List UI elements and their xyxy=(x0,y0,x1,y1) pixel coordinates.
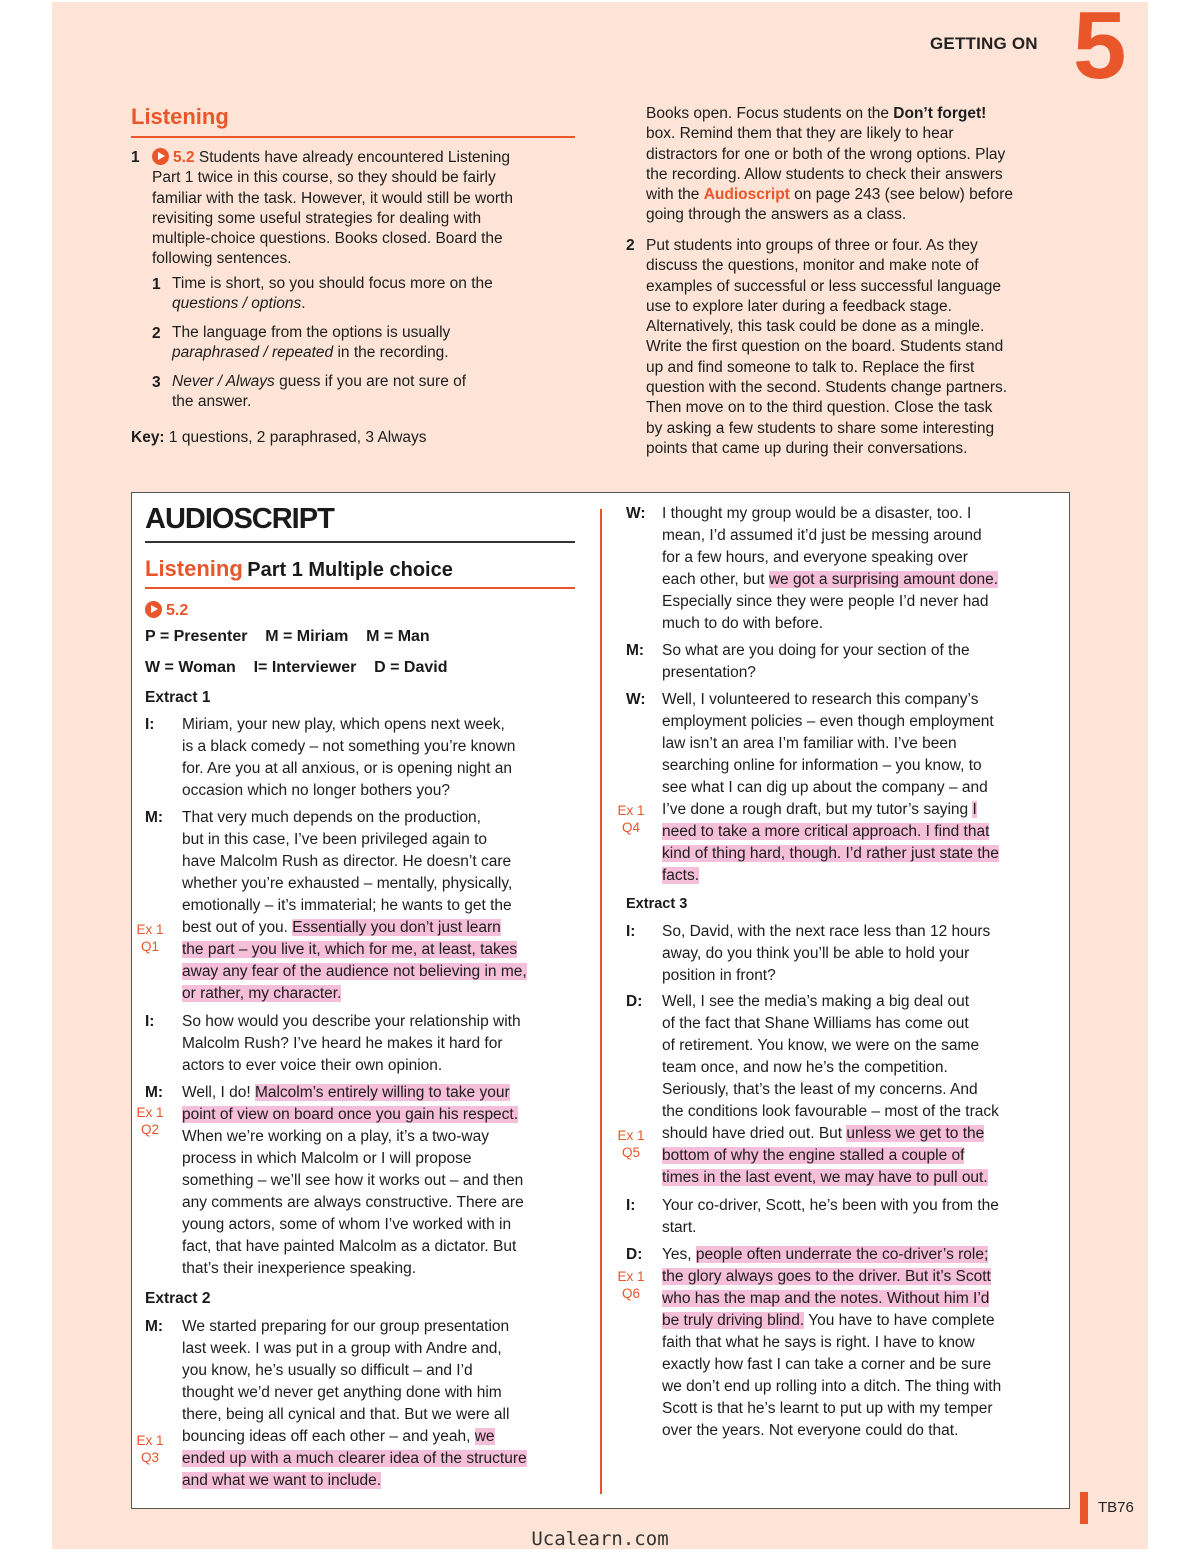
column-divider xyxy=(600,509,602,1494)
p2-line: Put students into groups of three or four. As they xyxy=(646,237,978,254)
subtitle-listening: Listening xyxy=(145,556,243,581)
highlighted-answer: unless we get to the xyxy=(846,1125,985,1142)
script-line: team once, and now he’s the competition. xyxy=(662,1059,948,1076)
highlighted-answer: or rather, my character. xyxy=(182,985,342,1002)
highlighted-answer: Essentially you don’t just learn xyxy=(292,919,501,936)
p2-line: Then move on to the third question. Close the task xyxy=(646,399,993,417)
script-line: of retirement. You know, we were on the same xyxy=(662,1037,980,1054)
script-line: Well, I volunteered to research this company’s xyxy=(662,691,979,708)
speaker-label: M: xyxy=(145,809,164,826)
speaker-label: W: xyxy=(626,691,646,708)
extract-heading: Extract 1 xyxy=(145,689,211,706)
script-line: but in this case, I’ve been privileged again to xyxy=(182,831,488,848)
script-line: presentation? xyxy=(662,664,756,681)
sentence-options: Never / Always xyxy=(172,373,275,390)
header-title: GETTING ON xyxy=(930,34,1038,53)
dont-forget-label: Don’t forget! xyxy=(893,105,987,122)
p2-line: up and find someone to talk to. Replace the first xyxy=(646,358,975,376)
script-line: we don’t end up rolling into a ditch. The thing with xyxy=(662,1378,1002,1395)
sentence-text: The language from the options is usually xyxy=(172,324,451,341)
script-text: bouncing ideas off each other – and yeah, xyxy=(182,1428,475,1445)
key-label: Key: xyxy=(131,429,165,446)
answer-key xyxy=(131,428,427,448)
script-line: away, do you think you’ll be able to hold your xyxy=(662,945,970,962)
script-line: emotionally – it’s immaterial; he wants to get the xyxy=(182,897,512,914)
speaker-label: D: xyxy=(626,1246,643,1263)
speaker-label: M: xyxy=(145,1084,164,1101)
script-line: start. xyxy=(662,1219,697,1236)
p2-line: Alternatively, this task could be done as a mingle. xyxy=(646,318,985,336)
script-line: mean, I’d assumed it’d just be messing around xyxy=(662,527,982,544)
script-line: Scott is that he’s learnt to put up with my temper xyxy=(662,1400,993,1417)
highlighted-answer: ended up with a much clearer idea of the structure xyxy=(182,1450,527,1467)
right-paragraph-1 xyxy=(646,104,1076,226)
highlighted-answer: we got a surprising amount done. xyxy=(768,571,999,588)
exercise-marker-q5: Ex 1 Q5 xyxy=(617,1128,645,1160)
exercise-marker-q2: Ex 1 Q2 xyxy=(136,1105,164,1137)
exercise-marker-q6: Ex 1 Q6 xyxy=(617,1269,645,1301)
script-line: That very much depends on the production, xyxy=(182,809,481,826)
script-line: Malcolm Rush? I’ve heard he makes it hard for xyxy=(182,1035,503,1052)
p1-line: box. Remind them that they are likely to hear xyxy=(646,125,954,143)
extract-heading: Extract 3 xyxy=(626,896,688,912)
right-paragraph-2 xyxy=(646,236,1076,459)
highlighted-answer: I xyxy=(972,801,977,818)
script-line: occasion which no longer bothers you? xyxy=(182,782,450,799)
highlighted-answer: kind of thing hard, though. I’d rather just state the xyxy=(662,845,999,862)
script-line: something – we’ll see how it works out – and then xyxy=(182,1172,524,1189)
script-line: see what I can dig up about the company – and xyxy=(662,779,988,796)
sentence-text: the answer. xyxy=(172,393,252,411)
script-line: much to do with before. xyxy=(662,615,824,632)
sentence-options: paraphrased / repeated xyxy=(172,344,334,362)
p1-text: on page 243 (see below) before xyxy=(789,186,1014,204)
p1-line: going through the answers as a class. xyxy=(646,206,907,224)
speaker-label: M: xyxy=(145,1318,164,1335)
p1-line: the recording. Allow students to check their answers xyxy=(646,165,1003,183)
script-line: law isn’t an area I’m familiar with. I’ve been xyxy=(662,735,957,752)
subtitle-rule xyxy=(145,587,575,589)
p1-text: Books open. Focus students on the xyxy=(646,105,894,122)
highlighted-answer: we xyxy=(474,1428,495,1445)
exercise-marker-q3: Ex 1 Q3 xyxy=(136,1433,164,1465)
p1-text: with the xyxy=(646,186,704,204)
item-text-line: Part 1 twice in this course, so they should be fairly xyxy=(152,169,496,187)
script-line: the conditions look favourable – most of the track xyxy=(662,1103,999,1120)
script-line: fact, that have painted Malcolm as a dictator. But xyxy=(182,1238,517,1255)
highlighted-answer: away any fear of the audience not believing in me, xyxy=(182,963,527,980)
item-text-line: revisiting some useful strategies for dealing with xyxy=(152,209,482,227)
audioscript-subtitle xyxy=(145,556,453,582)
script-line: Miriam, your new play, which opens next week, xyxy=(182,716,505,733)
sentence-tail: in the recording. xyxy=(333,344,449,362)
item-text-line: familiar with the task. However, it would still be worth xyxy=(152,189,513,207)
script-line: exactly how fast I can take a corner and be sure xyxy=(662,1356,992,1373)
item-text-line: multiple-choice questions. Books closed. Board the xyxy=(152,230,503,248)
script-line: for. Are you at all anxious, or is opening night an xyxy=(182,760,513,777)
script-line: Especially since they were people I’d never had xyxy=(662,593,989,610)
script-text: Well, I do! xyxy=(182,1084,255,1101)
item-number: 2 xyxy=(626,237,635,254)
speaker-label: I: xyxy=(145,1013,155,1030)
script-line: I thought my group would be a disaster, too. I xyxy=(662,505,972,522)
script-line: employment policies – even though employment xyxy=(662,713,994,730)
script-line: thought we’d never get anything done with him xyxy=(182,1384,502,1401)
script-line: of the fact that Shane Williams has come out xyxy=(662,1015,969,1032)
script-line: faith that what he says is right. I have to know xyxy=(662,1334,975,1351)
audioscript-rule xyxy=(145,541,575,543)
sentence-number: 3 xyxy=(152,374,161,391)
script-line: We started preparing for our group presentation xyxy=(182,1318,510,1335)
play-audio-icon[interactable] xyxy=(145,601,162,618)
script-text: Yes, xyxy=(662,1246,696,1263)
audioscript-title: AUDIOSCRIPT xyxy=(145,503,334,535)
script-text: You have to have complete xyxy=(804,1312,995,1329)
sentence-text: guess if you are not sure of xyxy=(274,373,467,390)
highlighted-answer: times in the last event, we may have to pull out. xyxy=(662,1169,988,1186)
speaker-label: I: xyxy=(626,923,636,940)
audioscript-link[interactable]: Audioscript xyxy=(703,186,790,204)
extract-heading: Extract 2 xyxy=(145,1290,211,1307)
item-number: 1 xyxy=(131,149,140,166)
item-text-line: following sentences. xyxy=(152,250,292,268)
highlighted-answer: and what we want to include. xyxy=(182,1472,382,1489)
listening-title: Listening xyxy=(131,104,229,129)
highlighted-answer: need to take a more critical approach. I find that xyxy=(662,823,990,840)
script-line: actors to ever voice their own opinion. xyxy=(182,1057,443,1074)
speaker-label: I: xyxy=(626,1197,636,1214)
highlighted-answer: the part – you live it, which for me, at least, takes xyxy=(182,941,518,958)
highlighted-answer: the glory always goes to the driver. But it’s Scott xyxy=(662,1268,991,1285)
unit-number: 5 xyxy=(1073,0,1127,99)
script-line: So what are you doing for your section of the xyxy=(662,642,970,659)
p2-line: Write the first question on the board. Students stand xyxy=(646,338,1004,356)
script-line: So, David, with the next race less than 12 hours xyxy=(662,923,991,940)
footer-watermark: Ucalearn.com xyxy=(531,1528,669,1550)
sentence-tail: . xyxy=(301,295,306,313)
highlighted-answer: be truly driving blind. xyxy=(662,1312,805,1329)
script-line: Your co-driver, Scott, he’s been with you from the xyxy=(662,1197,999,1214)
speaker-legend-2: W = Woman I= Interviewer D = David xyxy=(145,659,448,676)
script-line: young actors, some of whom I’ve worked with in xyxy=(182,1216,512,1233)
script-line: for a few hours, and everyone speaking over xyxy=(662,549,968,566)
exercise-marker-q1: Ex 1 Q1 xyxy=(136,922,164,954)
highlighted-answer: facts. xyxy=(662,867,700,884)
sentence-number: 1 xyxy=(152,276,161,293)
script-line: position in front? xyxy=(662,967,776,984)
subtitle-part: Part 1 Multiple choice xyxy=(247,559,453,581)
p2-line: discuss the questions, monitor and make note of xyxy=(646,257,979,275)
highlighted-answer: bottom of why the engine stalled a couple of xyxy=(662,1147,965,1164)
script-line: When we’re working on a play, it’s a two-way xyxy=(182,1128,489,1145)
key-text: 1 questions, 2 paraphrased, 3 Always xyxy=(164,429,427,446)
highlighted-answer: point of view on board once you gain his respect. xyxy=(182,1106,519,1123)
script-line: process in which Malcolm or I will propose xyxy=(182,1150,472,1167)
script-line: that’s their inexperience speaking. xyxy=(182,1260,417,1277)
highlighted-answer: Malcolm’s entirely willing to take your xyxy=(254,1084,510,1101)
p2-line: points that came up during their conversations. xyxy=(646,439,968,457)
highlighted-answer: people often underrate the co-driver’s role; xyxy=(695,1246,989,1263)
p2-line: examples of successful or less successful language xyxy=(646,277,1001,295)
script-text: should have dried out. But xyxy=(662,1125,847,1142)
script-line: Well, I see the media’s making a big deal out xyxy=(662,993,970,1010)
track-number: 5.2 xyxy=(173,149,195,166)
sentence-number: 2 xyxy=(152,325,161,342)
p1-line: distractors for one or both of the wrong options. Play xyxy=(646,145,1006,163)
p2-line: question with the second. Students change partners. xyxy=(646,379,1008,397)
script-line: searching online for information – you know, to xyxy=(662,757,982,774)
exercise-marker-q4: Ex 1 Q4 xyxy=(617,803,645,835)
item-text-line: Students have already encountered Listening xyxy=(194,149,510,166)
script-line: whether you’re exhausted – mentally, physically, xyxy=(182,875,513,892)
script-text: best out of you. xyxy=(182,919,293,936)
p2-line: use to explore later during a feedback stage. xyxy=(646,297,952,315)
script-line: So how would you describe your relationship with xyxy=(182,1013,521,1030)
speaker-label: W: xyxy=(626,505,646,522)
sentence-options: questions / options xyxy=(172,295,302,313)
script-line: have Malcolm Rush as director. He doesn’t care xyxy=(182,853,512,870)
speaker-legend-1: P = Presenter M = Miriam M = Man xyxy=(145,628,430,645)
script-line: over the years. Not everyone could do that. xyxy=(662,1422,959,1439)
script-line: is a black comedy – not something you’re known xyxy=(182,738,516,755)
track-number: 5.2 xyxy=(166,602,189,619)
script-line: you know, he’s usually so difficult – and I’d xyxy=(182,1362,473,1379)
script-line: Seriously, that’s the least of my concerns. And xyxy=(662,1081,978,1098)
listening-rule xyxy=(131,136,575,138)
speaker-label: I: xyxy=(145,716,155,733)
script-line: last week. I was put in a group with Andre and, xyxy=(182,1340,502,1357)
highlighted-answer: who has the map and the notes. Without him I’d xyxy=(662,1290,990,1307)
play-audio-icon[interactable] xyxy=(152,148,169,165)
sentence-text: Time is short, so you should focus more on the xyxy=(172,275,493,292)
speaker-label: D: xyxy=(626,993,643,1010)
page-number-badge: TB76 xyxy=(1080,1492,1138,1524)
script-line: there, being all cynical and that. But we were all xyxy=(182,1406,510,1423)
speaker-label: M: xyxy=(626,642,645,659)
script-text: each other, but xyxy=(662,571,769,588)
audioscript-track xyxy=(145,601,188,620)
script-text: I’ve done a rough draft, but my tutor’s saying xyxy=(662,801,973,818)
script-line: any comments are always constructive. There are xyxy=(182,1194,524,1211)
p2-line: by asking a few students to share some interesting xyxy=(646,419,995,437)
